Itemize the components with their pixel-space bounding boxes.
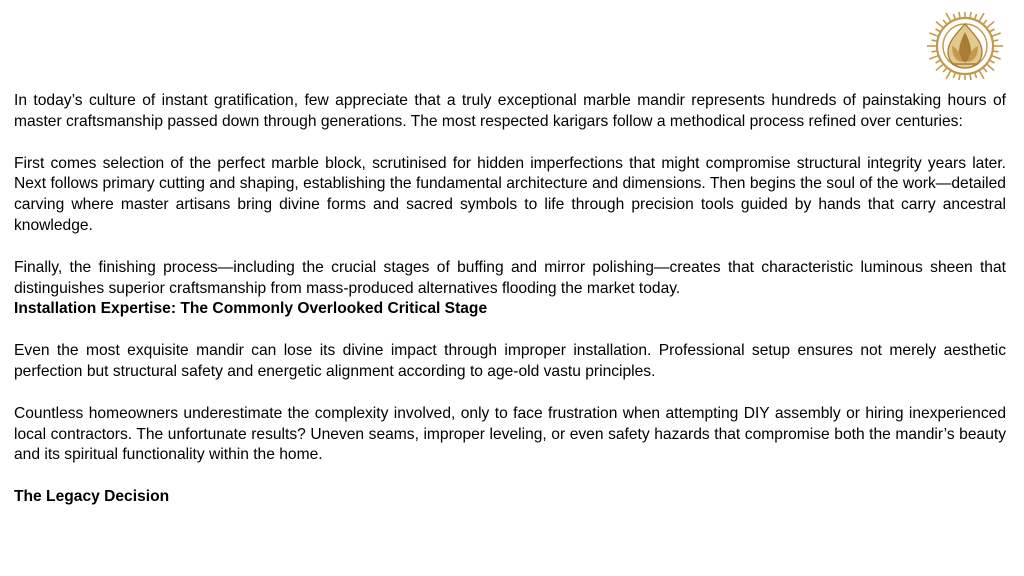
logo-ray (936, 65, 943, 71)
logo-ray (984, 20, 987, 24)
logo-ray (975, 14, 977, 19)
logo-ray (946, 71, 951, 79)
logo-ray (970, 12, 972, 17)
logo-ray (958, 75, 960, 80)
paragraph-finishing: Finally, the finishing process—including the crucial stages of buffing and mirror polishing—creates that characteristic luminous sheen that distinguishes superior craftsmanship from mass-produced alternatives flooding the market today. (14, 258, 1006, 297)
logo-ray (990, 61, 994, 64)
logo-ray (980, 71, 985, 79)
logo-ray (943, 68, 946, 72)
logo-ray (929, 33, 937, 36)
logo-ray (994, 40, 999, 41)
logo-ray (946, 13, 951, 21)
logo-ray (953, 73, 955, 78)
logo-ray (958, 12, 960, 17)
logo-ray (980, 13, 985, 21)
logo-ray (932, 40, 937, 41)
logo-ray (936, 29, 940, 32)
heading-legacy: The Legacy Decision (14, 488, 170, 506)
paragraph-homeowners: Countless homeowners underestimate the complexity involved, only to face frustration when attempting DIY assembly or hiring inexperienced local contractors. The unfortunate results? Uneven seams, improper leveling, or even safety hazards that compromise both the mandir’s beauty and its spiritual functionality within the home. (14, 404, 1006, 464)
heading-installation: Installation Expertise: The Commonly Overlooked Critical Stage (14, 300, 488, 318)
logo-ray (992, 56, 1000, 59)
logo-ray (929, 56, 937, 59)
paragraph-installation: Even the most exquisite mandir can lose its divine impact through improper installation. Professional setup ensures not merely aesthetic perfection but structural safety and energetic alignment according to age-old vastu principles. (14, 342, 1006, 380)
logo-ray (970, 75, 972, 80)
logo-ray (992, 33, 1000, 36)
logo-ray (953, 14, 955, 19)
logo-ray (984, 68, 987, 72)
logo-ray (990, 29, 994, 32)
paragraph-process: First comes selection of the perfect marble block, scrutinised for hidden imperfections that might compromise structural integrity years later. Next follows primary cutting and shaping, establishing the fundamental architecture and dimensions. Then begins the soul of the work—detailed carving where master artisans bring divine forms and sacred symbols to life through precision tools guided by hands that carry ancestral knowledge. (14, 154, 1006, 234)
logo-ray (987, 22, 994, 28)
logo-ray (975, 73, 977, 78)
logo-ray (987, 65, 994, 71)
logo-ray (936, 61, 940, 64)
logo-ray (943, 20, 946, 24)
logo-ray (994, 51, 999, 52)
brand-logo (912, 12, 1018, 80)
lotus-emblem-icon (912, 12, 1018, 80)
logo-ray (936, 22, 943, 28)
logo-ray (932, 51, 937, 52)
article-body (14, 91, 1006, 508)
paragraph-intro: In today’s culture of instant gratification, few appreciate that a truly exceptional marble mandir represents hundreds of painstaking hours of master craftsmanship passed down through generations. The most respected karigars follow a methodical process refined over centuries: (14, 92, 1006, 130)
